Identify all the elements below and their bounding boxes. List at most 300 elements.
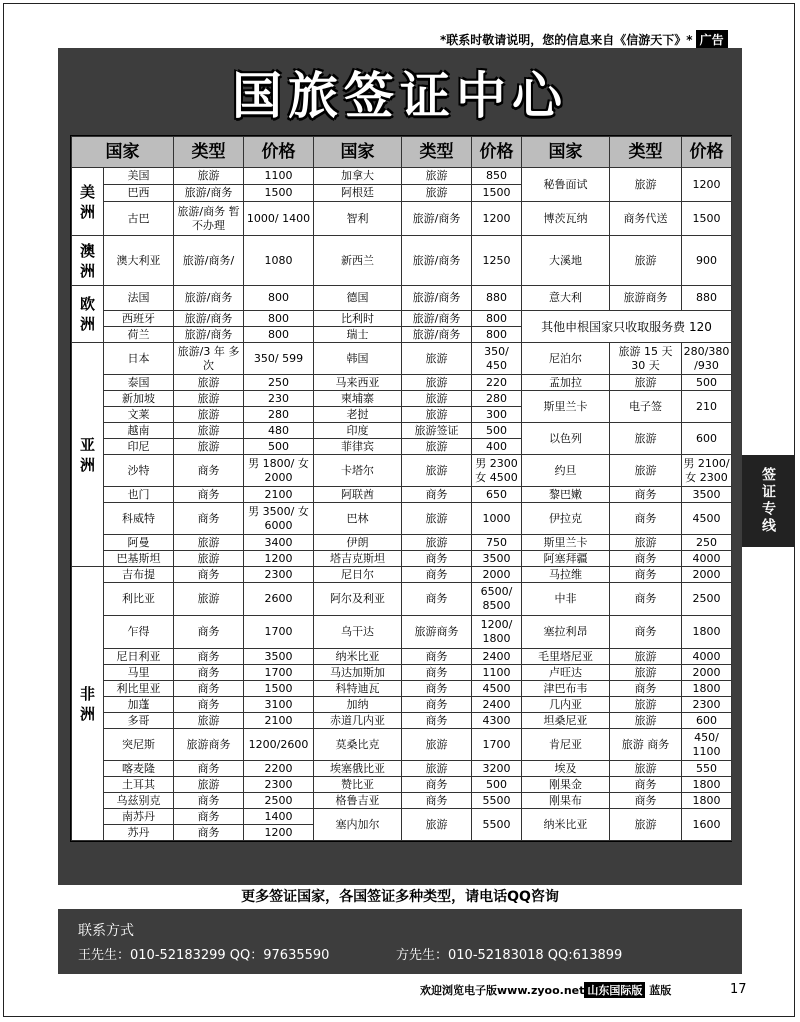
header-country: 国家 bbox=[72, 137, 174, 168]
cell: 旅游 bbox=[174, 375, 244, 391]
cell: 旅游 bbox=[174, 391, 244, 407]
cell: 乌干达 bbox=[314, 616, 402, 649]
cell: 尼日利亚 bbox=[104, 649, 174, 665]
edition-label: 山东国际版 bbox=[584, 982, 645, 998]
cell: 商务 bbox=[610, 567, 682, 583]
table-row bbox=[72, 567, 732, 583]
cell: 旅游 bbox=[610, 649, 682, 665]
cell: 400 bbox=[472, 439, 522, 455]
cell: 意大利 bbox=[522, 286, 610, 311]
header-price: 价格 bbox=[682, 137, 732, 168]
cell: 800 bbox=[472, 311, 522, 327]
cell: 旅游 15 天 30 天 bbox=[610, 343, 682, 375]
cell: 商务 bbox=[610, 583, 682, 616]
region-americas: 美洲 bbox=[72, 168, 104, 236]
table-row bbox=[72, 391, 732, 407]
table-row bbox=[72, 168, 732, 185]
cell: 旅游/商务 bbox=[402, 236, 472, 286]
cell: 1200/ 1800 bbox=[472, 616, 522, 649]
cell: 商务 bbox=[174, 455, 244, 487]
cell: 3100 bbox=[244, 697, 314, 713]
cell: 商务 bbox=[402, 777, 472, 793]
table-row bbox=[72, 681, 732, 697]
page-title: 国旅签证中心 bbox=[232, 67, 568, 125]
header-country: 国家 bbox=[522, 137, 610, 168]
cell: 500 bbox=[244, 439, 314, 455]
cell: 旅游 bbox=[402, 809, 472, 841]
cell: 商务 bbox=[402, 665, 472, 681]
cell: 850 bbox=[472, 168, 522, 185]
cell: 西班牙 bbox=[104, 311, 174, 327]
cell: 瑞士 bbox=[314, 327, 402, 343]
cell: 商务 bbox=[402, 793, 472, 809]
cell: 4500 bbox=[682, 503, 732, 535]
cell: 泰国 bbox=[104, 375, 174, 391]
table-row bbox=[72, 503, 732, 535]
cell: 旅游 bbox=[174, 168, 244, 185]
cell: 600 bbox=[682, 713, 732, 729]
cell: 土耳其 bbox=[104, 777, 174, 793]
table-row bbox=[72, 455, 732, 487]
cell: 多哥 bbox=[104, 713, 174, 729]
cell: 旅游 bbox=[610, 236, 682, 286]
cell: 阿尔及利亚 bbox=[314, 583, 402, 616]
cell: 埃及 bbox=[522, 761, 610, 777]
cell: 旅游/商务 bbox=[402, 327, 472, 343]
cell: 加蓬 bbox=[104, 697, 174, 713]
cell: 2000 bbox=[472, 567, 522, 583]
cell: 新西兰 bbox=[314, 236, 402, 286]
cell: 加纳 bbox=[314, 697, 402, 713]
cell: 旅游 bbox=[610, 665, 682, 681]
cell: 阿塞拜疆 bbox=[522, 551, 610, 567]
cell: 商务 bbox=[610, 616, 682, 649]
cell: 旅游 bbox=[610, 697, 682, 713]
cell: 乌兹别克 bbox=[104, 793, 174, 809]
cell: 男 2300 女 4500 bbox=[472, 455, 522, 487]
cell: 新加坡 bbox=[104, 391, 174, 407]
cell: 旅游 bbox=[610, 761, 682, 777]
cell: 印度 bbox=[314, 423, 402, 439]
cell: 旅游 bbox=[610, 713, 682, 729]
cell: 巴基斯坦 bbox=[104, 551, 174, 567]
cell: 商务 bbox=[402, 487, 472, 503]
cell: 旅游 bbox=[402, 391, 472, 407]
table-row bbox=[72, 777, 732, 793]
cell: 商务 bbox=[174, 503, 244, 535]
cell: 商务 bbox=[610, 681, 682, 697]
color-edition: 蓝版 bbox=[649, 984, 672, 997]
cell: 2200 bbox=[244, 761, 314, 777]
cell: 旅游/商务 bbox=[402, 202, 472, 236]
cell: 大溪地 bbox=[522, 236, 610, 286]
cell: 喀麦隆 bbox=[104, 761, 174, 777]
cell: 450/ 1100 bbox=[682, 729, 732, 761]
table-row bbox=[72, 236, 732, 286]
cell: 550 bbox=[682, 761, 732, 777]
cell: 也门 bbox=[104, 487, 174, 503]
cell: 2400 bbox=[472, 697, 522, 713]
cell: 4000 bbox=[682, 551, 732, 567]
table-header-row bbox=[72, 137, 732, 168]
cell: 1800 bbox=[682, 777, 732, 793]
cell: 旅游 bbox=[402, 761, 472, 777]
cell: 秘鲁面试 bbox=[522, 168, 610, 202]
header-country: 国家 bbox=[314, 137, 402, 168]
cell: 莫桑比克 bbox=[314, 729, 402, 761]
cell: 230 bbox=[244, 391, 314, 407]
header-type: 类型 bbox=[402, 137, 472, 168]
cell: 2500 bbox=[682, 583, 732, 616]
cell: 商务 bbox=[402, 681, 472, 697]
cell: 马里 bbox=[104, 665, 174, 681]
cell: 旅游商务 bbox=[174, 729, 244, 761]
cell: 1700 bbox=[244, 616, 314, 649]
cell: 1600 bbox=[682, 809, 732, 841]
cell: 商务 bbox=[402, 697, 472, 713]
cell: 尼日尔 bbox=[314, 567, 402, 583]
cell: 商务 bbox=[402, 713, 472, 729]
cell: 250 bbox=[682, 535, 732, 551]
cell: 商务 bbox=[174, 649, 244, 665]
cell: 阿曼 bbox=[104, 535, 174, 551]
cell: 6500/ 8500 bbox=[472, 583, 522, 616]
table-row bbox=[72, 375, 732, 391]
cell: 900 bbox=[682, 236, 732, 286]
cell: 荷兰 bbox=[104, 327, 174, 343]
cell: 旅游/商务 bbox=[402, 311, 472, 327]
cell: 毛里塔尼亚 bbox=[522, 649, 610, 665]
cell: 商务 bbox=[174, 793, 244, 809]
cell: 2300 bbox=[244, 777, 314, 793]
cell: 巴西 bbox=[104, 185, 174, 202]
cell: 商务代送 bbox=[610, 202, 682, 236]
cell: 黎巴嫩 bbox=[522, 487, 610, 503]
cell: 法国 bbox=[104, 286, 174, 311]
cell: 男 3500/ 女 6000 bbox=[244, 503, 314, 535]
cell: 1200 bbox=[244, 825, 314, 841]
cell: 2400 bbox=[472, 649, 522, 665]
cell: 商务 bbox=[610, 487, 682, 503]
cell: 旅游 bbox=[402, 729, 472, 761]
cell: 商务 bbox=[174, 616, 244, 649]
cell: 旅游/商务 bbox=[174, 311, 244, 327]
cell: 旅游 bbox=[174, 423, 244, 439]
cell: 2500 bbox=[244, 793, 314, 809]
cell: 650 bbox=[472, 487, 522, 503]
cell: 旅游 bbox=[402, 375, 472, 391]
cell: 卢旺达 bbox=[522, 665, 610, 681]
cell: 600 bbox=[682, 423, 732, 455]
cell: 菲律宾 bbox=[314, 439, 402, 455]
cell: 格鲁吉亚 bbox=[314, 793, 402, 809]
cell: 美国 bbox=[104, 168, 174, 185]
cell: 旅游 bbox=[610, 535, 682, 551]
cell: 肯尼亚 bbox=[522, 729, 610, 761]
cell: 德国 bbox=[314, 286, 402, 311]
more-countries-note: 更多签证国家，各国签证多种类型，请电话QQ咨询 bbox=[58, 885, 742, 909]
cell: 博茨瓦纳 bbox=[522, 202, 610, 236]
schengen-note: 其他申根国家只收取服务费 120 bbox=[522, 311, 732, 343]
visa-table-wrap bbox=[70, 135, 732, 842]
cell: 塞拉利昂 bbox=[522, 616, 610, 649]
cell: 加拿大 bbox=[314, 168, 402, 185]
cell: 1400 bbox=[244, 809, 314, 825]
cell: 斯里兰卡 bbox=[522, 391, 610, 423]
cell: 旅游 bbox=[402, 455, 472, 487]
cell: 印尼 bbox=[104, 439, 174, 455]
cell: 4500 bbox=[472, 681, 522, 697]
cell: 商务 bbox=[610, 551, 682, 567]
cell: 坦桑尼亚 bbox=[522, 713, 610, 729]
table-row bbox=[72, 423, 732, 439]
cell: 350/ 599 bbox=[244, 343, 314, 375]
cell: 马来西亚 bbox=[314, 375, 402, 391]
cell: 纳米比亚 bbox=[522, 809, 610, 841]
cell: 旅游 bbox=[402, 343, 472, 375]
cell: 商务 bbox=[174, 681, 244, 697]
cell: 220 bbox=[472, 375, 522, 391]
cell: 旅游/商务 bbox=[174, 327, 244, 343]
visa-price-table bbox=[71, 136, 732, 841]
cell: 商务 bbox=[174, 825, 244, 841]
cell: 1100 bbox=[244, 168, 314, 185]
cell: 文莱 bbox=[104, 407, 174, 423]
cell: 300 bbox=[472, 407, 522, 423]
header-price: 价格 bbox=[472, 137, 522, 168]
cell: 500 bbox=[472, 423, 522, 439]
cell: 1250 bbox=[472, 236, 522, 286]
cell: 几内亚 bbox=[522, 697, 610, 713]
cell: 1700 bbox=[244, 665, 314, 681]
cell: 1200 bbox=[244, 551, 314, 567]
table-row bbox=[72, 583, 732, 616]
cell: 电子签 bbox=[610, 391, 682, 423]
cell: 旅游签证 bbox=[402, 423, 472, 439]
cell: 日本 bbox=[104, 343, 174, 375]
cell: 斯里兰卡 bbox=[522, 535, 610, 551]
cell: 塔吉克斯坦 bbox=[314, 551, 402, 567]
cell: 750 bbox=[472, 535, 522, 551]
cell: 旅游 bbox=[174, 713, 244, 729]
cell: 350/ 450 bbox=[472, 343, 522, 375]
cell: 880 bbox=[682, 286, 732, 311]
cell: 旅游 bbox=[174, 407, 244, 423]
table-row bbox=[72, 713, 732, 729]
cell: 孟加拉 bbox=[522, 375, 610, 391]
cell: 阿联酋 bbox=[314, 487, 402, 503]
cell: 250 bbox=[244, 375, 314, 391]
cell: 旅游 bbox=[402, 439, 472, 455]
cell: 商务 bbox=[402, 649, 472, 665]
cell: 1100 bbox=[472, 665, 522, 681]
cell: 5500 bbox=[472, 793, 522, 809]
table-row bbox=[72, 487, 732, 503]
cell: 男 1800/ 女 2000 bbox=[244, 455, 314, 487]
cell: 旅游 bbox=[610, 168, 682, 202]
cell: 科特迪瓦 bbox=[314, 681, 402, 697]
cell: 埃塞俄比亚 bbox=[314, 761, 402, 777]
cell: 1700 bbox=[472, 729, 522, 761]
cell: 刚果布 bbox=[522, 793, 610, 809]
ad-label: 广告 bbox=[696, 30, 728, 49]
cell: 刚果金 bbox=[522, 777, 610, 793]
cell: 880 bbox=[472, 286, 522, 311]
region-africa: 非洲 bbox=[72, 567, 104, 841]
top-notice bbox=[440, 30, 728, 49]
cell: 约旦 bbox=[522, 455, 610, 487]
cell: 2600 bbox=[244, 583, 314, 616]
cell: 1500 bbox=[244, 681, 314, 697]
cell: 1080 bbox=[244, 236, 314, 286]
cell: 商务 bbox=[402, 567, 472, 583]
cell: 塞内加尔 bbox=[314, 809, 402, 841]
cell: 越南 bbox=[104, 423, 174, 439]
cell: 利比里亚 bbox=[104, 681, 174, 697]
cell: 男 2100/ 女 2300 bbox=[682, 455, 732, 487]
cell: 3500 bbox=[244, 649, 314, 665]
cell: 旅游商务 bbox=[610, 286, 682, 311]
bottom-bar bbox=[420, 982, 671, 998]
cell: 旅游/商务/ bbox=[174, 236, 244, 286]
cell: 2300 bbox=[244, 567, 314, 583]
cell: 1500 bbox=[472, 185, 522, 202]
cell: 商务 bbox=[174, 567, 244, 583]
cell: 1000/ 1400 bbox=[244, 202, 314, 236]
website-text: 欢迎浏览电子版www.zyoo.net bbox=[420, 984, 585, 997]
cell: 1200/2600 bbox=[244, 729, 314, 761]
table-row bbox=[72, 343, 732, 375]
table-row bbox=[72, 665, 732, 681]
cell: 智利 bbox=[314, 202, 402, 236]
cell: 800 bbox=[472, 327, 522, 343]
cell: 旅游 商务 bbox=[610, 729, 682, 761]
header-type: 类型 bbox=[610, 137, 682, 168]
cell: 商务 bbox=[610, 793, 682, 809]
cell: 2000 bbox=[682, 665, 732, 681]
contact-panel bbox=[58, 910, 742, 974]
cell: 商务 bbox=[174, 487, 244, 503]
cell: 480 bbox=[244, 423, 314, 439]
cell: 马达加斯加 bbox=[314, 665, 402, 681]
cell: 2000 bbox=[682, 567, 732, 583]
cell: 利比亚 bbox=[104, 583, 174, 616]
cell: 800 bbox=[244, 327, 314, 343]
cell: 3500 bbox=[682, 487, 732, 503]
cell: 500 bbox=[472, 777, 522, 793]
table-row bbox=[72, 535, 732, 551]
cell: 旅游 bbox=[610, 375, 682, 391]
cell: 4300 bbox=[472, 713, 522, 729]
header-type: 类型 bbox=[174, 137, 244, 168]
cell: 500 bbox=[682, 375, 732, 391]
cell: 商务 bbox=[402, 551, 472, 567]
cell: 4000 bbox=[682, 649, 732, 665]
cell: 沙特 bbox=[104, 455, 174, 487]
table-row bbox=[72, 729, 732, 761]
cell: 商务 bbox=[174, 665, 244, 681]
cell: 商务 bbox=[610, 777, 682, 793]
cell: 以色列 bbox=[522, 423, 610, 455]
table-row bbox=[72, 311, 732, 327]
cell: 南苏丹 bbox=[104, 809, 174, 825]
cell: 800 bbox=[244, 286, 314, 311]
cell: 旅游 bbox=[402, 407, 472, 423]
cell: 伊拉克 bbox=[522, 503, 610, 535]
cell: 商务 bbox=[174, 809, 244, 825]
cell: 商务 bbox=[174, 697, 244, 713]
table-row bbox=[72, 286, 732, 311]
cell: 280 bbox=[244, 407, 314, 423]
cell: 中非 bbox=[522, 583, 610, 616]
cell: 老挝 bbox=[314, 407, 402, 423]
cell: 旅游 bbox=[174, 535, 244, 551]
contact-wang: 王先生：010-52183299 QQ：97635590 bbox=[78, 948, 330, 963]
contact-fang: 方先生：010-52183018 QQ:613899 bbox=[396, 948, 623, 963]
cell: 赤道几内亚 bbox=[314, 713, 402, 729]
cell: 旅游 bbox=[610, 455, 682, 487]
cell: 旅游/商务 bbox=[402, 286, 472, 311]
cell: 柬埔寨 bbox=[314, 391, 402, 407]
cell: 1000 bbox=[472, 503, 522, 535]
cell: 3500 bbox=[472, 551, 522, 567]
cell: 卡塔尔 bbox=[314, 455, 402, 487]
cell: 旅游/3 年 多次 bbox=[174, 343, 244, 375]
cell: 旅游 bbox=[174, 551, 244, 567]
cell: 伊朗 bbox=[314, 535, 402, 551]
cell: 2300 bbox=[682, 697, 732, 713]
cell: 旅游 bbox=[402, 168, 472, 185]
cell: 1800 bbox=[682, 793, 732, 809]
cell: 商务 bbox=[402, 583, 472, 616]
cell: 旅游/商务 bbox=[174, 286, 244, 311]
table-row bbox=[72, 616, 732, 649]
table-row bbox=[72, 761, 732, 777]
cell: 1200 bbox=[472, 202, 522, 236]
cell: 280/380 /930 bbox=[682, 343, 732, 375]
cell: 旅游商务 bbox=[402, 616, 472, 649]
cell: 2100 bbox=[244, 487, 314, 503]
region-oceania: 澳洲 bbox=[72, 236, 104, 286]
table-row bbox=[72, 793, 732, 809]
cell: 阿根廷 bbox=[314, 185, 402, 202]
cell: 旅游/商务 bbox=[174, 185, 244, 202]
cell: 旅游 bbox=[402, 185, 472, 202]
region-europe: 欧洲 bbox=[72, 286, 104, 343]
cell: 1800 bbox=[682, 681, 732, 697]
table-row bbox=[72, 697, 732, 713]
cell: 旅游/商务 暂不办理 bbox=[174, 202, 244, 236]
cell: 旅游 bbox=[174, 777, 244, 793]
cell: 比利时 bbox=[314, 311, 402, 327]
cell: 津巴布韦 bbox=[522, 681, 610, 697]
cell: 纳米比亚 bbox=[314, 649, 402, 665]
table-row bbox=[72, 649, 732, 665]
cell: 商务 bbox=[174, 761, 244, 777]
cell: 1800 bbox=[682, 616, 732, 649]
cell: 乍得 bbox=[104, 616, 174, 649]
cell: 苏丹 bbox=[104, 825, 174, 841]
cell: 5500 bbox=[472, 809, 522, 841]
cell: 3200 bbox=[472, 761, 522, 777]
contact-label: 联系方式 bbox=[78, 923, 134, 939]
cell: 2100 bbox=[244, 713, 314, 729]
region-asia: 亚洲 bbox=[72, 343, 104, 567]
cell: 尼泊尔 bbox=[522, 343, 610, 375]
table-row bbox=[72, 809, 732, 825]
cell: 科威特 bbox=[104, 503, 174, 535]
cell: 旅游 bbox=[610, 423, 682, 455]
